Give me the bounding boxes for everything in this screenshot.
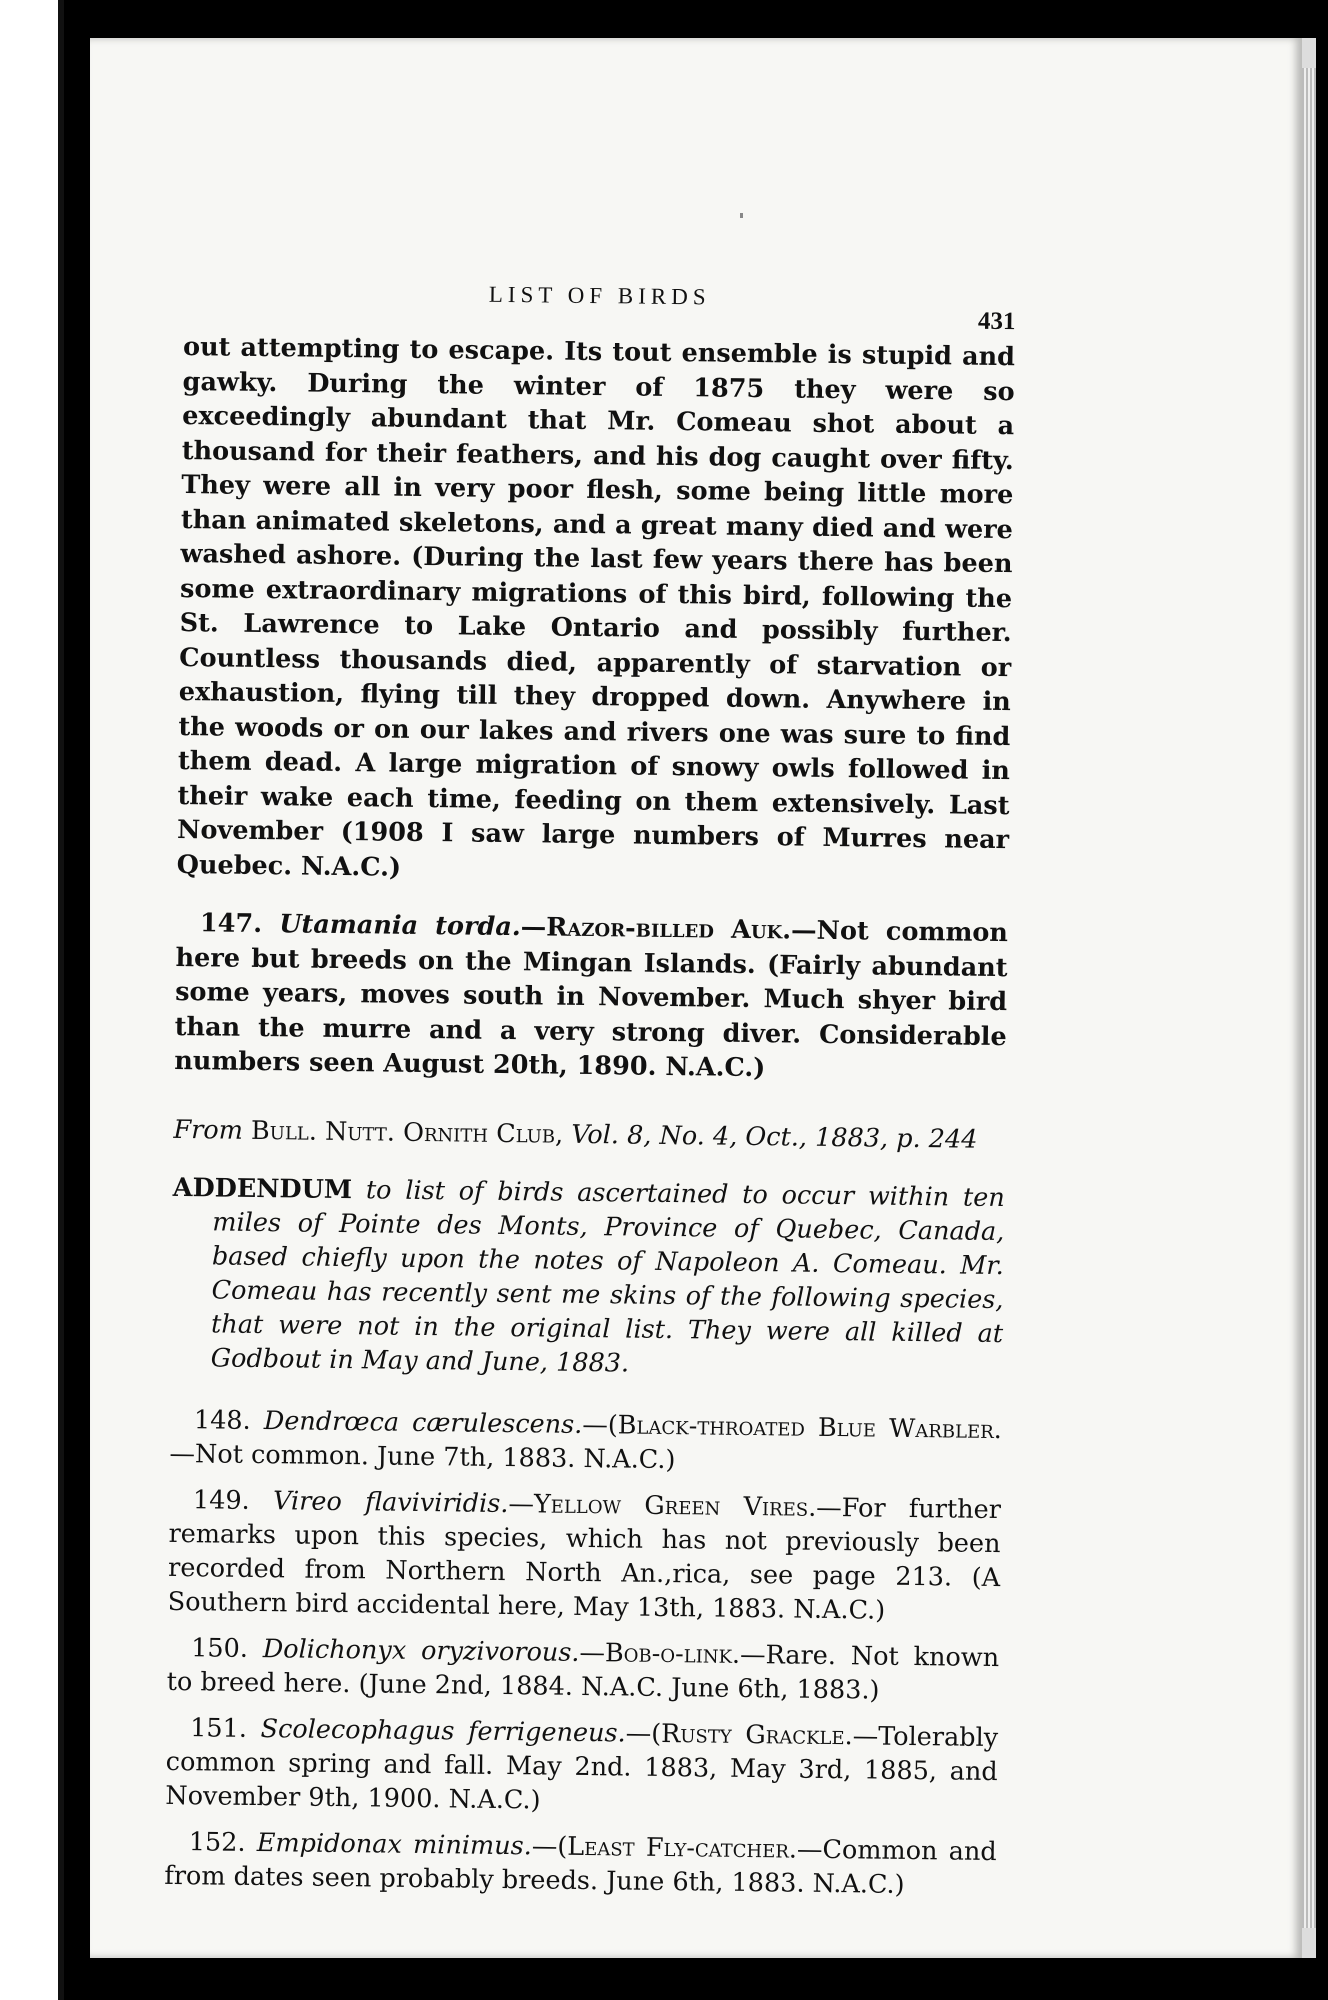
entry-number: 152. bbox=[188, 1826, 246, 1858]
source-from: From bbox=[173, 1114, 244, 1146]
gutter-shadow bbox=[58, 0, 64, 2000]
common-name: —(Least Fly-catcher. bbox=[531, 1830, 798, 1865]
addendum-heading: ADDENDUM bbox=[172, 1172, 353, 1205]
entry-text: Not common here but breeds on the Mingan Islands. (Fairly abundant some years, moves south in November. Much shyer bird than the murre and a very strong diver. Considerable numbers seen August 20th, 1890. N.A.C.) bbox=[174, 915, 1009, 1084]
entry-151 bbox=[165, 1710, 998, 1822]
entry-number: 151. bbox=[190, 1712, 248, 1744]
entry-152 bbox=[164, 1824, 997, 1902]
entry-148 bbox=[169, 1402, 1002, 1480]
entry-text: —Common and from dates seen probably breeds. June 6th, 1883. N.A.C.) bbox=[164, 1834, 997, 1900]
entry-number: 149. bbox=[192, 1484, 250, 1516]
running-head bbox=[183, 270, 1016, 340]
entry-text: —Not common. June 7th, 1883. N.A.C.) bbox=[169, 1438, 676, 1475]
addendum-body: to list of birds ascertained to occur within ten miles of Pointe des Monts, Province of Quebec, Canada, based chiefly upon the notes of Napoleon A. Comeau. Mr. Comeau has recently sent me skins of the following species, that were not in the original list. They were all killed at Godbout in May and June, 1883. bbox=[210, 1174, 1005, 1379]
species-name: Utamania torda. bbox=[279, 909, 521, 943]
addendum bbox=[171, 1170, 1005, 1384]
common-name: —Yellow Green Vires. bbox=[508, 1488, 817, 1523]
common-name: —Razor-billed Auk.— bbox=[520, 912, 817, 946]
continued-paragraph: out attempting to escape. Its tout ensemble is stupid and gawky. During the winter of 1875 they were so exceedingly abundant that Mr. Comeau shot about a thousand for their feathers, and his dog caught over fifty. They were all in very poor flesh, some being little more than animated skeletons, and a great many died and were washed ashore. (During the last few years there has been some extraordinary migrations of this bird, following the St. Lawrence to Lake Ontario and possibly further. Countless thousands died, apparently of starvation or exhaustion, flying till they dropped down. Anywhere in the woods or on our lakes and rivers one was sure to find them dead. A large migration of snowy owls followed in their wake each time, feeding on them extensively. Last November (1908 I saw large numbers of Murres near Quebec. N.A.C.) bbox=[176, 331, 1016, 883]
source-volume: Vol. 8, No. 4, Oct., 1883, p. 244 bbox=[571, 1119, 978, 1155]
page-number: 431 bbox=[977, 307, 1016, 336]
page-fore-edge bbox=[1302, 68, 1316, 1928]
book-page bbox=[90, 38, 1316, 1958]
species-name: Vireo flaviviridis. bbox=[272, 1485, 509, 1519]
page-text-block bbox=[164, 270, 1016, 1915]
adjacent-page-edge bbox=[0, 0, 62, 2000]
entry-number: 150. bbox=[190, 1632, 249, 1664]
species-name: Dendrœca cærulescens. bbox=[263, 1405, 583, 1440]
common-name: —Bob-o-link. bbox=[579, 1637, 741, 1670]
entry-number: 148. bbox=[193, 1404, 251, 1436]
species-name: Dolichonyx oryzivorous. bbox=[262, 1633, 580, 1668]
source-citation bbox=[173, 1112, 1005, 1156]
entry-149 bbox=[168, 1482, 1002, 1628]
entry-number: 147. bbox=[199, 908, 263, 940]
species-name: Scolecophagus ferrigeneus. bbox=[260, 1713, 626, 1749]
entry-text: —Rare. Not known to breed here. (June 2nd, 1884. N.A.C. June 6th, 1883.) bbox=[166, 1639, 1000, 1706]
common-name: —(Rusty Grackle. bbox=[625, 1718, 853, 1751]
entry-147 bbox=[174, 906, 1008, 1089]
source-journal: Bull. Nutt. Ornith Club, bbox=[250, 1115, 564, 1150]
paper-speck bbox=[740, 213, 743, 218]
running-title: LIST OF BIRDS bbox=[488, 281, 711, 310]
species-name: Empidonax minimus. bbox=[256, 1827, 533, 1861]
common-name: —(Black-throated Blue Warbler. bbox=[582, 1409, 1003, 1445]
entry-text: —For further remarks upon this species, which has not previously been recorded from Northern North An.,rica, see page 213. (A Southern bird accidental here, May 13th, 1883. N.A.C.) bbox=[167, 1492, 1002, 1626]
entry-150 bbox=[167, 1630, 1000, 1708]
entry-text: —Tolerably common spring and fall. May 2nd. 1883, May 3rd, 1885, and November 9th, 1900. N.A.C.) bbox=[165, 1720, 999, 1815]
